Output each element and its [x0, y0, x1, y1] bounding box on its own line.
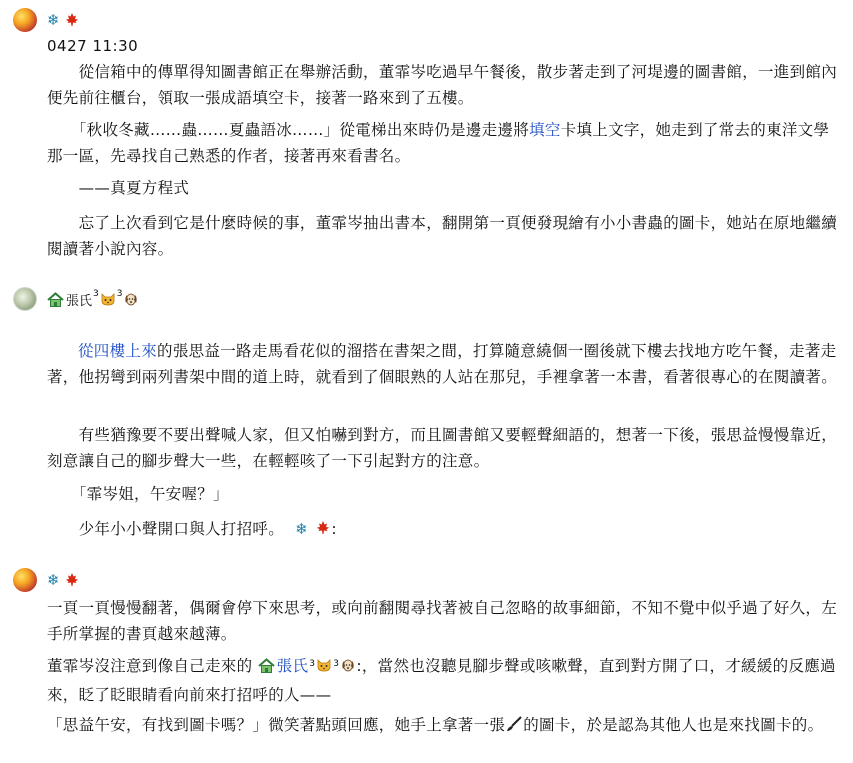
author-sup: 3 [116, 289, 123, 299]
paragraph-text: 少年小小聲開口與人打招呼。 [47, 520, 285, 538]
author-sup: 3 [93, 289, 99, 299]
paragraph-text: 的張思益一路走馬看花似的溜搭在書架之間，打算隨意繞個一圈後就下樓去找地方吃午餐，走著走著，他拐彎到兩列書架中間的道上時，就看到了個眼熟的人站在那兒，手裡拿著一本書，看著很專心的在閱讀著。 [47, 342, 838, 386]
mention-sup: 3 [333, 659, 340, 669]
dog-face-icon [340, 657, 356, 673]
post-paragraph: 忘了上次看到它是什麼時候的事，董霏岑抽出書本，翻開第一頁便發現繪有小小書蟲的圖卡，她站在原地繼續閱讀著小說內容。 [47, 214, 838, 258]
author-bar [47, 569, 80, 591]
avatar[interactable] [13, 568, 37, 592]
maple-leaf-icon [64, 572, 80, 588]
paragraph-text: 的圖卡，於是認為其他人也是來找圖卡的。 [523, 716, 824, 734]
post-paragraph [47, 516, 837, 542]
cat-face-icon [316, 657, 332, 673]
maple-leaf-icon [315, 520, 331, 536]
house-icon [47, 292, 64, 307]
user-mention[interactable]: 張氏 [276, 657, 309, 675]
paragraph-text: : [331, 520, 337, 538]
paragraph-text: 卡填上文字，她走到了常去的東洋文學那一區，先尋找自己熟悉的作者，接著再來看書名。 [47, 121, 830, 165]
cat-face-icon [100, 291, 116, 307]
author-bar[interactable] [47, 288, 139, 310]
post-paragraph: ——真夏方程式 [47, 179, 190, 197]
avatar[interactable] [13, 8, 37, 32]
post-paragraph: 一頁一頁慢慢翻著，偶爾會停下來思考，或向前翻閱尋找著被自己忽略的故事細節，不知不覺中似乎過了好久，左手所掌握的書頁越來越薄。 [47, 599, 838, 643]
house-icon [258, 655, 275, 670]
post-paragraph [47, 338, 837, 390]
avatar[interactable] [13, 287, 37, 311]
post-paragraph: 「霏岑姐，午安喔？」 [47, 485, 229, 503]
location-link[interactable]: 從四樓上來 [78, 342, 158, 360]
post-paragraph [47, 117, 837, 169]
post-paragraph: 從信箱中的傳單得知圖書館正在舉辦活動，董霏岑吃過早午餐後，散步著走到了河堤邊的圖書館，一進到館內便先前往櫃台，領取一張成語填空卡，接著一路來到了五樓。 [47, 63, 838, 107]
post-timestamp: 0427 11:30 [47, 37, 139, 55]
post-paragraph: 董霏岑沒注意到像自己走來的 張氏$^3$ $^3$ :，當然也沒聽見腳步聲或咳嗽聲，直到對方開了口，才緩緩的反應過來，眨了眨眼睛看向前來打招呼的人—— [47, 657, 836, 704]
snowflake-icon: ❄ [295, 520, 309, 538]
maple-leaf-icon [64, 12, 80, 28]
post-paragraph [47, 712, 837, 738]
paragraph-text: 有些猶豫要不要出聲喊人家，但又怕嚇到對方，而且圖書館又要輕聲細語的，想著一下後，張思益慢慢靠近，刻意讓自己的腳步聲大一些，在輕輕咳了一下引起對方的注意。 [47, 426, 838, 470]
snowflake-icon: ❄ [47, 10, 60, 29]
author-bar [47, 9, 80, 31]
paragraph-text: 「思益午安，有找到圖卡嗎？」微笑著點頭回應，她手上拿著一張 [47, 716, 506, 734]
paragraph-text: 「秋收冬藏……蟲……夏蟲語冰……」從電梯出來時仍是邊走邊將 [47, 121, 530, 139]
card-link[interactable]: 填空 [529, 121, 561, 139]
paragraph-text: ，當然也沒聽見腳步聲或咳嗽聲，直到對方開了口，才緩緩的反應過來，眨了眨眼睛看向前來打招呼的人—— [47, 657, 836, 704]
post-paragraph [47, 422, 837, 474]
snowflake-icon: ❄ [47, 570, 60, 589]
dog-face-icon [123, 291, 139, 307]
mention-sup: 3 [309, 659, 316, 669]
brush-icon [505, 715, 523, 733]
author-name[interactable]: 張氏 [66, 293, 93, 309]
paragraph-text: 董霏岑沒注意到像自己走來的 [47, 657, 253, 675]
